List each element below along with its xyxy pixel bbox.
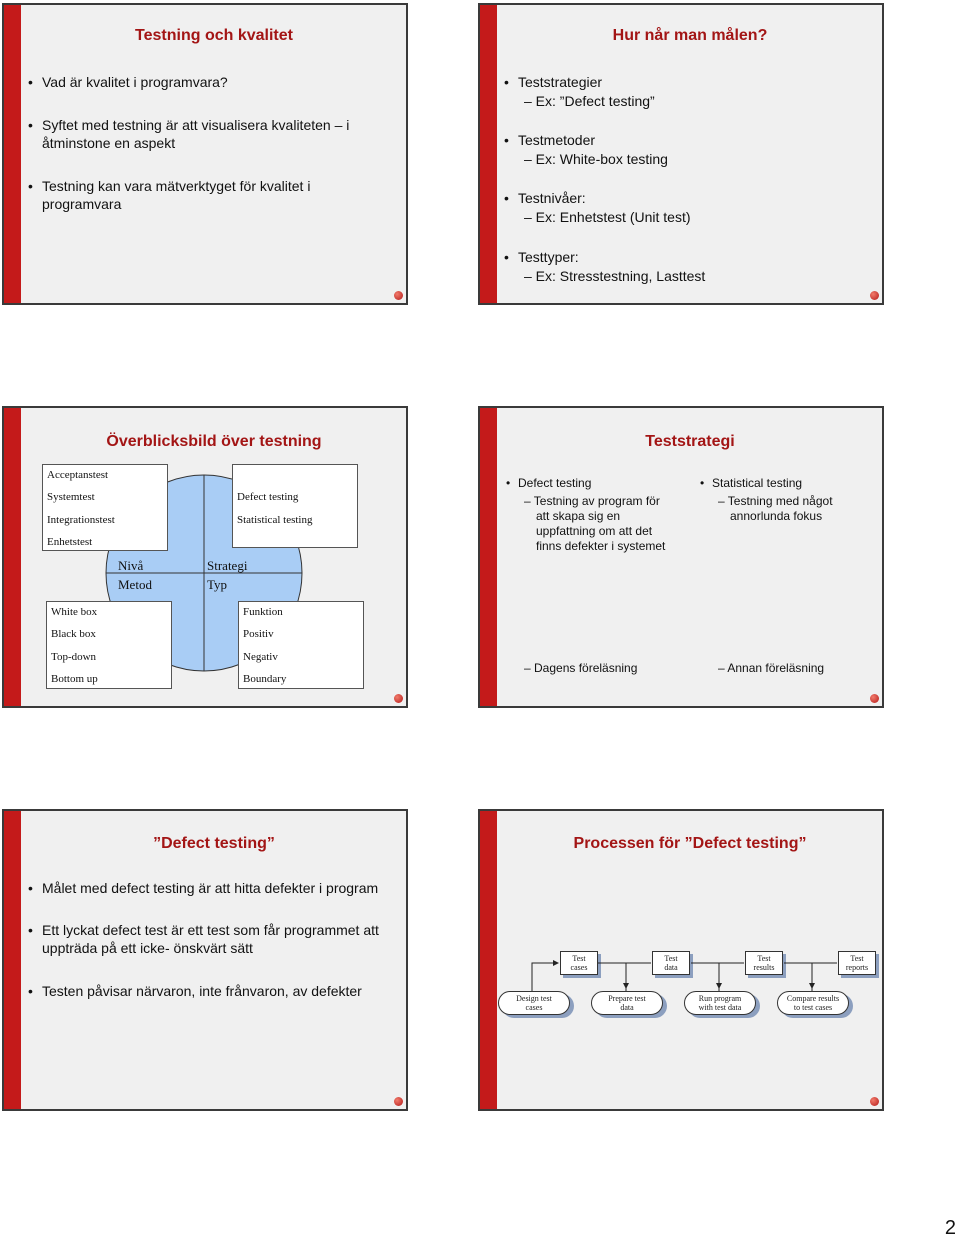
bullet-item: • Testtyper:: [504, 249, 579, 265]
sub-item: – Ex: Stresstestning, Lasttest: [524, 268, 706, 284]
bullet-item: • Målet med defect testing är att hitta defekter i program: [28, 880, 379, 896]
bullet-item: • Teststrategier: [504, 74, 603, 90]
logo-icon: [394, 1097, 403, 1106]
slide-5: [2, 809, 408, 1111]
axis-label-niva: Nivå: [118, 558, 144, 573]
activity-box: Design test cases: [498, 991, 570, 1015]
axis-label-typ: Typ: [207, 577, 228, 592]
slide-red-band: [480, 408, 497, 706]
artifact-box: Test data: [652, 951, 690, 975]
bullet-item: • Vad är kvalitet i programvara?: [28, 74, 228, 90]
artifact-box: Test results: [745, 951, 783, 975]
slide-red-band: [480, 5, 497, 303]
slide-title: Teststrategi: [645, 433, 735, 450]
sub-item: – Ex: ”Defect testing”: [524, 93, 655, 109]
level-label: Integrationstest: [47, 514, 115, 526]
bullet-item: • Testmetoder: [504, 132, 596, 148]
activity-box: Compare results to test cases: [777, 991, 849, 1015]
slide-4: [478, 406, 884, 708]
page-number: 2: [944, 1217, 956, 1239]
level-label: Enhetstest: [47, 536, 93, 548]
slide-title: ”Defect testing”: [153, 835, 275, 852]
method-label: Black box: [51, 628, 96, 640]
method-label: Bottom up: [51, 673, 98, 685]
sub-item: – Annan föreläsning: [718, 661, 825, 675]
slide-red-band: [4, 811, 21, 1109]
logo-icon: [870, 694, 879, 703]
bullet-item: • Testnivåer:: [504, 190, 586, 206]
type-label: Positiv: [243, 628, 274, 640]
sub-item: – Ex: White-box testing: [524, 151, 668, 167]
strategies-box: [232, 464, 358, 548]
slide-title: Testning och kvalitet: [135, 27, 293, 44]
artifact-box: Test cases: [560, 951, 598, 975]
logo-icon: [870, 291, 879, 300]
sub-item: – Testning av program för att skapa sig en uppfattning om att det finns defekter i systemet: [524, 494, 666, 553]
artifact-box: Test reports: [838, 951, 876, 975]
types-box: [238, 601, 364, 689]
type-label: Negativ: [243, 651, 278, 663]
logo-icon: [394, 694, 403, 703]
bullet-item: • Ett lyckat defect test är ett test som får programmet att uppträda på ett icke- önskvärt sätt: [28, 922, 379, 956]
strategy-label: Statistical testing: [237, 514, 313, 526]
axis-label-strategi: Strategi: [207, 558, 248, 573]
activity-box: Run program with test data: [684, 991, 756, 1015]
methods-box: [46, 601, 172, 689]
slide-2: [478, 3, 884, 305]
bullet-item: • Defect testing: [506, 476, 592, 490]
sub-item: – Testning med något annorlunda fokus: [718, 494, 833, 523]
slide-title: Överblicksbild över testning: [106, 433, 322, 450]
strategy-label: Defect testing: [237, 491, 299, 503]
bullet-item: • Statistical testing: [700, 476, 803, 490]
logo-icon: [394, 291, 403, 300]
levels-box: [42, 464, 168, 551]
slide-title: Processen för ”Defect testing”: [573, 835, 807, 852]
bullet-item: • Syftet med testning är att visualisera kvaliteten – i åtminstone en aspekt: [28, 117, 350, 151]
type-label: Boundary: [243, 673, 287, 685]
slide-red-band: [4, 5, 21, 303]
sub-item: – Dagens föreläsning: [524, 661, 638, 675]
slide-3: [2, 406, 408, 708]
level-label: Acceptanstest: [47, 469, 109, 481]
slide-6: [478, 809, 884, 1111]
type-label: Funktion: [243, 606, 283, 618]
axis-label-metod: Metod: [118, 577, 152, 592]
method-label: Top-down: [51, 651, 97, 663]
level-label: Systemtest: [47, 491, 95, 503]
bullet-item: • Testning kan vara mätverktyget för kvalitet i programvara: [28, 178, 311, 212]
bullet-item: • Testen påvisar närvaron, inte frånvaron, av defekter: [28, 983, 362, 999]
sub-item: – Ex: Enhetstest (Unit test): [524, 209, 691, 225]
slide-title: Hur når man målen?: [612, 27, 768, 44]
method-label: White box: [51, 606, 98, 618]
logo-icon: [870, 1097, 879, 1106]
slide-1: [2, 3, 408, 305]
activity-box: Prepare test data: [591, 991, 663, 1015]
